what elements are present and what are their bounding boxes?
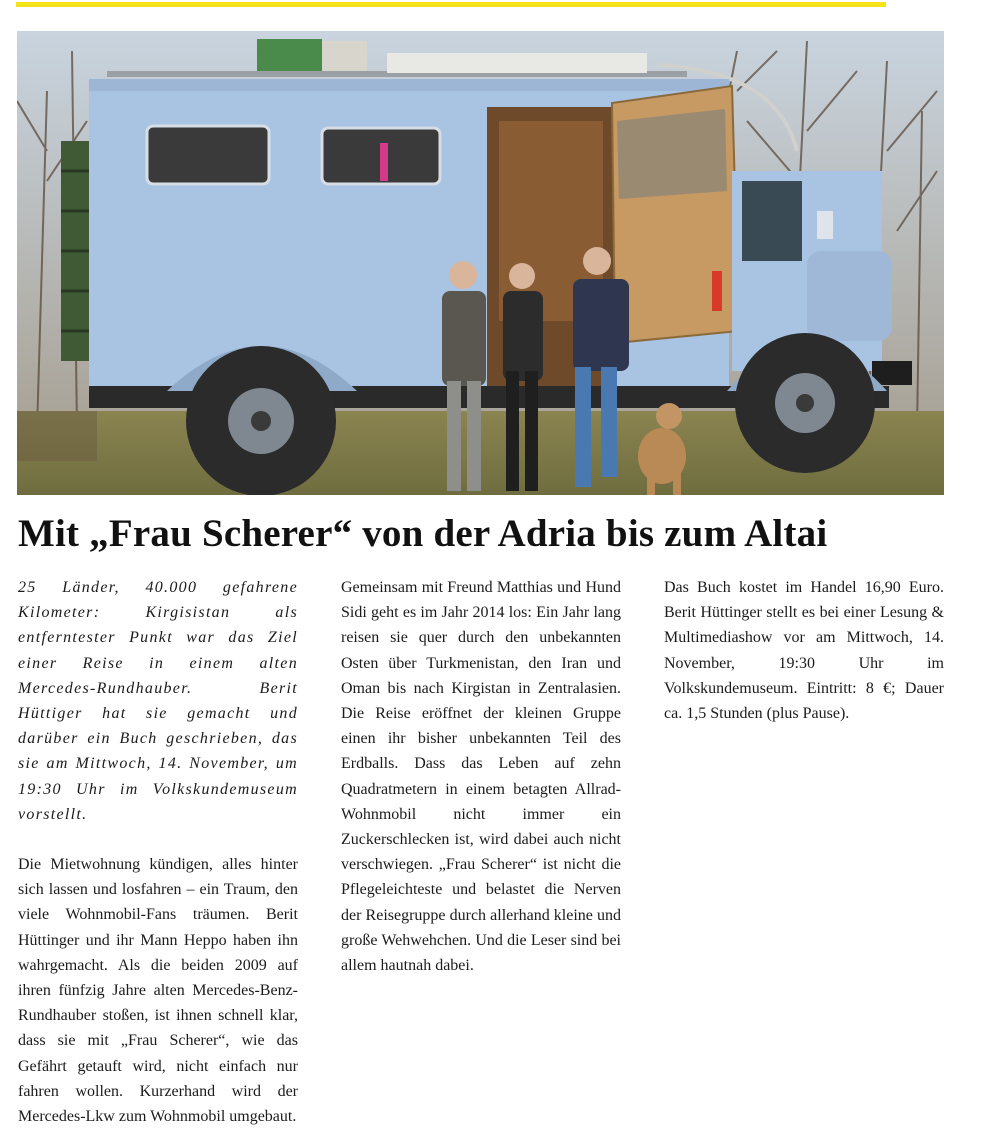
article-paragraph-1: Die Mietwohnung kündigen, alles hinter sich lassen und losfahren – ein Traum, den viele Wohnmobil-Fans träumen. Berit Hüttinger und ihr Mann Heppo haben ihn wahrgemacht. Als die beiden 2009 auf ihren fünfzig Jahre alten Mercedes-Benz-Rundhauber stoßen, ist ihnen schnell klar, dass sie mit „Frau Scherer“, wie das Gefährt getauft wird, nicht einfach nur fahren wollen. Kurzerhand wird der Mercedes-Lkw zum Wohnmobil umgebaut. bbox=[18, 856, 298, 1126]
article-paragraph-2: Gemeinsam mit Freund Matthias und Hund Sidi geht es im Jahr 2014 los: Ein Jahr lang reisen sie quer durch den unbekannten Osten über Turkmenistan, den Iran und Oman bis nach Kirgistan in Zentralasien. Die Reise eröffnet der kleinen Gruppe einen ihr bisher unbekannten Teil des Erdballs. Dass das Leben auf zehn Quadratmetern in einem betagten Allrad-Wohnmobil nicht immer ein Zuckerschlecken ist, wird dabei auch nicht verschwiegen. „Frau Scherer“ ist nicht die Pflegeleichteste und belastet die Nerven der Reisegruppe durch allerhand kleine und große Wehwehchen. Und die Leser sind bei allem hautnah dabei. bbox=[341, 579, 621, 975]
photo-illustration bbox=[17, 31, 944, 495]
article-paragraph-3: Das Buch kostet im Handel 16,90 Euro. Berit Hüttinger stellt es bei einer Lesung & Multimediashow vor am Mittwoch, 14. November, 19:30 Uhr im Volkskundemuseum. Eintritt: 8 €; Dauer ca. 1,5 Stunden (plus Pause). bbox=[664, 579, 944, 723]
accent-bar bbox=[16, 2, 886, 7]
article-column-3 bbox=[664, 575, 944, 726]
article-headline: Mit „Frau Scherer“ von der Adria bis zum Altai bbox=[18, 512, 828, 555]
article-photo bbox=[17, 31, 944, 495]
article-lead: 25 Länder, 40.000 gefahrene Kilometer: Kirgisistan als entferntester Punkt war das Ziel einer Reise in einem alten Mercedes-Rundhauber. Berit Hüttiger hat sie gemacht und darüber ein Buch geschrieben, das sie am Mittwoch, 14. November, um 19:30 Uhr im Volkskundemuseum vorstellt. bbox=[18, 579, 298, 823]
article-column-2 bbox=[341, 575, 621, 978]
article-column-1 bbox=[18, 575, 298, 1129]
